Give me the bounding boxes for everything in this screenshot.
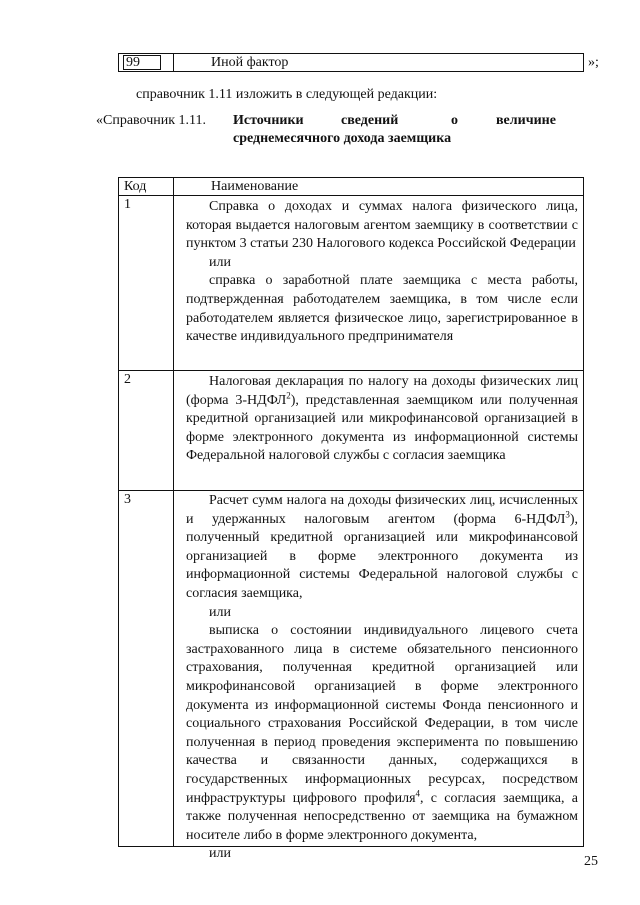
reference-label: «Справочник 1.11. bbox=[96, 113, 207, 128]
or-word: или bbox=[209, 846, 231, 862]
row-code: 1 bbox=[124, 197, 131, 212]
title-line-2: среднемесячного дохода заемщика bbox=[233, 131, 452, 146]
row-paragraph bbox=[186, 492, 578, 604]
or-word: или bbox=[209, 604, 231, 620]
header-code: Код bbox=[124, 179, 147, 194]
row-code: 3 bbox=[124, 492, 131, 507]
header-divider bbox=[119, 195, 583, 196]
text-span: выписка о состоянии индивидуального лицевого счета застрахованного лица в системе обязательного пенсионного страхования, полученная кредитной организацией или микрофинансовой организацией в форме электронного документа из информационной системы Фонда пенсионного и социального страхования Российской Федерации, в том числе полученная в период проведения эксперимента по повышению качества и связанности данных, содержащихся в государственных информационных ресурсах, посредством инфраструктуры цифрового профиля bbox=[186, 623, 578, 806]
footnote-ref: 4 bbox=[415, 787, 421, 798]
title-word: сведений bbox=[341, 113, 399, 128]
row-description bbox=[186, 373, 578, 466]
header-name: Наименование bbox=[211, 179, 299, 194]
title-word: величине bbox=[496, 113, 556, 128]
text-span: ), представленная заемщиком или полученная кредитной организацией или микрофинансовой организацией в форме электронного документа из информационной системы Федеральной налоговой службы с согласия заемщика bbox=[186, 392, 578, 464]
text-span: Налоговая декларация по налогу на доходы физических лиц (форма 3-НДФЛ bbox=[186, 374, 578, 408]
text-span: Расчет сумм налога на доходы физических лиц, исчисленных и удержанных налоговым агентом (форма 6-НДФЛ bbox=[186, 493, 578, 527]
previous-table-last-row bbox=[118, 53, 584, 72]
row-divider bbox=[119, 490, 583, 491]
footnote-ref: 2 bbox=[286, 389, 291, 400]
row-paragraph bbox=[186, 373, 578, 466]
row-paragraph: справка о заработной плате заемщика с места работы, подтвержденная работодателем заемщика, в том числе если работодателем является физическое лицо, зарегистрированное в качестве индивидуального предпринимателя bbox=[186, 273, 578, 345]
code-cell bbox=[119, 54, 174, 71]
factor-name: Иной фактор bbox=[211, 55, 289, 70]
intro-text: справочник 1.11 изложить в следующей редакции: bbox=[136, 87, 438, 102]
closing-quote: »; bbox=[588, 55, 599, 70]
row-divider bbox=[119, 370, 583, 371]
row-code: 2 bbox=[124, 372, 131, 387]
row-paragraph bbox=[186, 622, 578, 845]
column-divider bbox=[173, 178, 174, 846]
row-description bbox=[186, 492, 578, 864]
page-number: 25 bbox=[584, 854, 598, 869]
title-word: о bbox=[451, 113, 458, 128]
row-description bbox=[186, 198, 578, 347]
title-word: Источники bbox=[233, 113, 304, 128]
text-span: ), полученный кредитной организацией или микрофинансовой организацией в форме электронного документа из информационной системы Федеральной налоговой службы с согласия заемщика, bbox=[186, 511, 578, 601]
text-span: , с согласия заемщика, а также полученная непосредственно от заемщика на бумажном носителе либо в форме электронного документа, bbox=[186, 790, 578, 843]
or-word: или bbox=[209, 254, 231, 270]
income-sources-table bbox=[118, 177, 584, 862]
code-value: 99 bbox=[123, 55, 161, 70]
footnote-ref: 3 bbox=[565, 508, 570, 519]
row-paragraph: Справка о доходах и суммах налога физического лица, которая выдается налоговым агентом заемщику в соответствии с пунктом 3 статьи 230 Налогового кодекса Российской Федерации bbox=[186, 199, 578, 252]
